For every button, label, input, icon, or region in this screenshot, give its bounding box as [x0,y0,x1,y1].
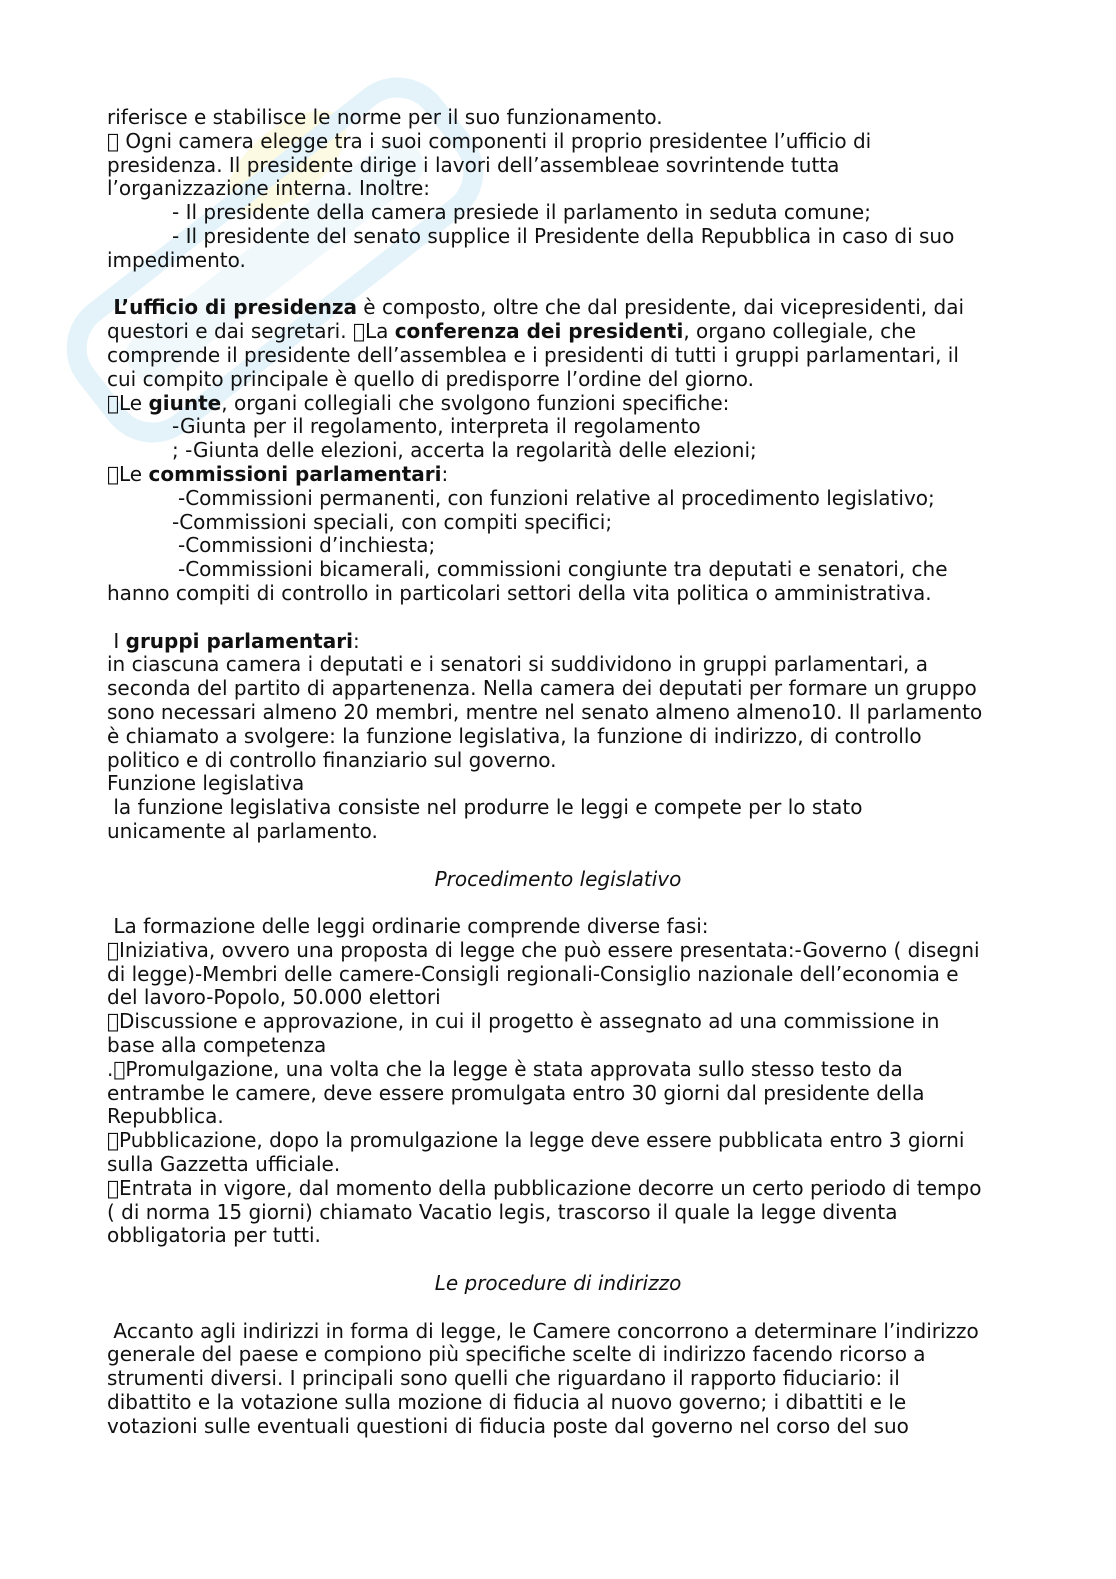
text-run: è composto, oltre che dal presidente, dai vicepresidenti, dai [356,295,965,320]
text-run: , organi collegiali che svolgono funzioni specifiche: [215,390,724,415]
text-line: generale del paese e compiono più specifiche scelte di indirizzo facendo ricorso a [107,1342,926,1367]
text-line: sulla Gazzetta ufficiale. [107,1152,341,1177]
text-line: la funzione legislativa consiste nel produrre le leggi e compete per lo stato [107,795,863,820]
text-line: hanno compiti di controllo in particolari settori della vita politica o amministrativa. [107,580,932,605]
text-line: l’organizzazione interna. Inoltre: [107,176,431,201]
blank-line [107,1296,1009,1320]
bold-term: gruppi parlamentari [125,628,353,653]
text-line: ( di norma 15 giorni) chiamato Vacatio legis, trascorso il quale la legge diventa [107,1199,898,1224]
list-item: -Commissioni d’inchiesta; [178,533,436,558]
text-run: , organo collegiale, che [677,319,911,344]
bullet-line: Pubblicazione, dopo la promulgazione la legge deve essere pubblicata entro 3 giorni [107,1128,959,1153]
bold-term: L’ufficio di presidenza [113,295,357,320]
text-run: : [352,628,360,653]
document-body [107,106,1009,1439]
text-line: sono necessari almeno 20 membri, mentre nel senato almeno almeno10. Il parlamento [107,699,983,724]
list-item: -Commissioni permanenti, con funzioni relative al procedimento legislativo; [178,485,935,510]
text-line: dibattito e la votazione sulla mozione di fiducia al nuovo governo; i dibattiti e le [107,1390,907,1415]
bullet-line: Iniziativa, ovvero una proposta di legge che può essere presentata:-Governo ( disegni [107,937,974,962]
list-item: - Il presidente del senato supplice il Presidente della Repubblica in caso di suo [172,223,955,248]
text-line: Accanto agli indirizzi in forma di legge, le Camere concorrono a determinare l’indirizzo [107,1318,979,1343]
blank-line [107,1248,1009,1272]
text-run: questori e dai segretari. La [107,319,390,344]
list-item: -Giunta per il regolamento, interpreta il regolamento [172,414,701,439]
text-line: strumenti diversi. I principali sono quelli che riguardano il rapporto fiduciario: il [107,1366,900,1391]
blank-line [107,844,1009,868]
text-line: seconda del partito di appartenenza. Nella camera dei deputati per formare un gruppo [107,676,977,701]
text-line: Repubblica. [107,1104,224,1129]
text-line [107,630,1009,654]
section-heading: Le procedure di indirizzo [434,1271,682,1296]
text-line: entrambe le camere, deve essere promulgata entro 30 giorni dal presidente della [107,1080,925,1105]
text-run: Le [107,390,143,415]
bold-term: conferenza dei presidenti [389,319,678,344]
blank-line [107,891,1009,915]
bullet-line: Entrata in vigore, dal momento della pubblicazione decorre un certo periodo di tempo [107,1175,976,1200]
blank-line [107,606,1009,630]
text-line: base alla competenza [107,1033,327,1058]
blank-line [107,273,1009,297]
list-item: -Commissioni bicamerali, commissioni congiunte tra deputati e senatori, che [178,557,948,582]
bullet-line: Ogni camera elegge tra i suoi componenti il proprio presidentee l’ufficio di [107,128,866,153]
list-item: - Il presidente della camera presiede il parlamento in seduta comune; [172,200,871,225]
list-item: -Commissioni speciali, con compiti specifici; [172,509,613,534]
text-line: comprende il presidente dell’assemblea e i presidenti di tutti i gruppi parlamentari, il [107,342,959,367]
text-run: Le [107,461,143,486]
text-line: politico e di controllo finanziario sul governo. [107,747,557,772]
text-run: I [107,628,126,653]
section-heading: Procedimento legislativo [434,866,682,891]
bullet-line: Discussione e approvazione, in cui il progetto è assegnato ad una commissione in [107,1009,934,1034]
text-line: impedimento. [107,247,246,272]
bold-term: commissioni parlamentari [142,461,436,486]
text-run: : [435,461,443,486]
text-line: cui compito principale è quello di predisporre l’ordine del giorno. [107,366,755,391]
text-line: di legge)-Membri delle camere-Consigli regionali-Consiglio nazionale dell’economia e [107,961,959,986]
text-line: obbligatoria per tutti. [107,1223,321,1248]
text-line: unicamente al parlamento. [107,818,378,843]
text-line: del lavoro-Popolo, 50.000 elettori [107,985,441,1010]
text-line: La formazione delle leggi ordinarie comprende diverse fasi: [107,914,709,939]
list-item: ; -Giunta delle elezioni, accerta la regolarità delle elezioni; [172,438,757,463]
text-line: è chiamato a svolgere: la funzione legislativa, la funzione di indirizzo, di controllo [107,723,922,748]
text-line [107,320,1009,344]
text-line: presidenza. Il presidente dirige i lavori dell’assembleae sovrintende tutta [107,152,840,177]
bullet-line [107,463,1009,487]
text-line: riferisce e stabilisce le norme per il suo funzionamento. [107,105,663,129]
bullet-line [107,392,1009,416]
text-line: in ciascuna camera i deputati e i senatori si suddividono in gruppi parlamentari, a [107,652,928,677]
bold-term: giunte [142,390,216,415]
text-line: votazioni sulle eventuali questioni di fiducia poste dal governo nel corso del suo [107,1413,909,1438]
text-line [107,296,1009,320]
subsection-title: Funzione legislativa [107,771,305,796]
bullet-line: . Promulgazione, una volta che la legge è stata approvata sullo stesso testo da [107,1056,898,1081]
